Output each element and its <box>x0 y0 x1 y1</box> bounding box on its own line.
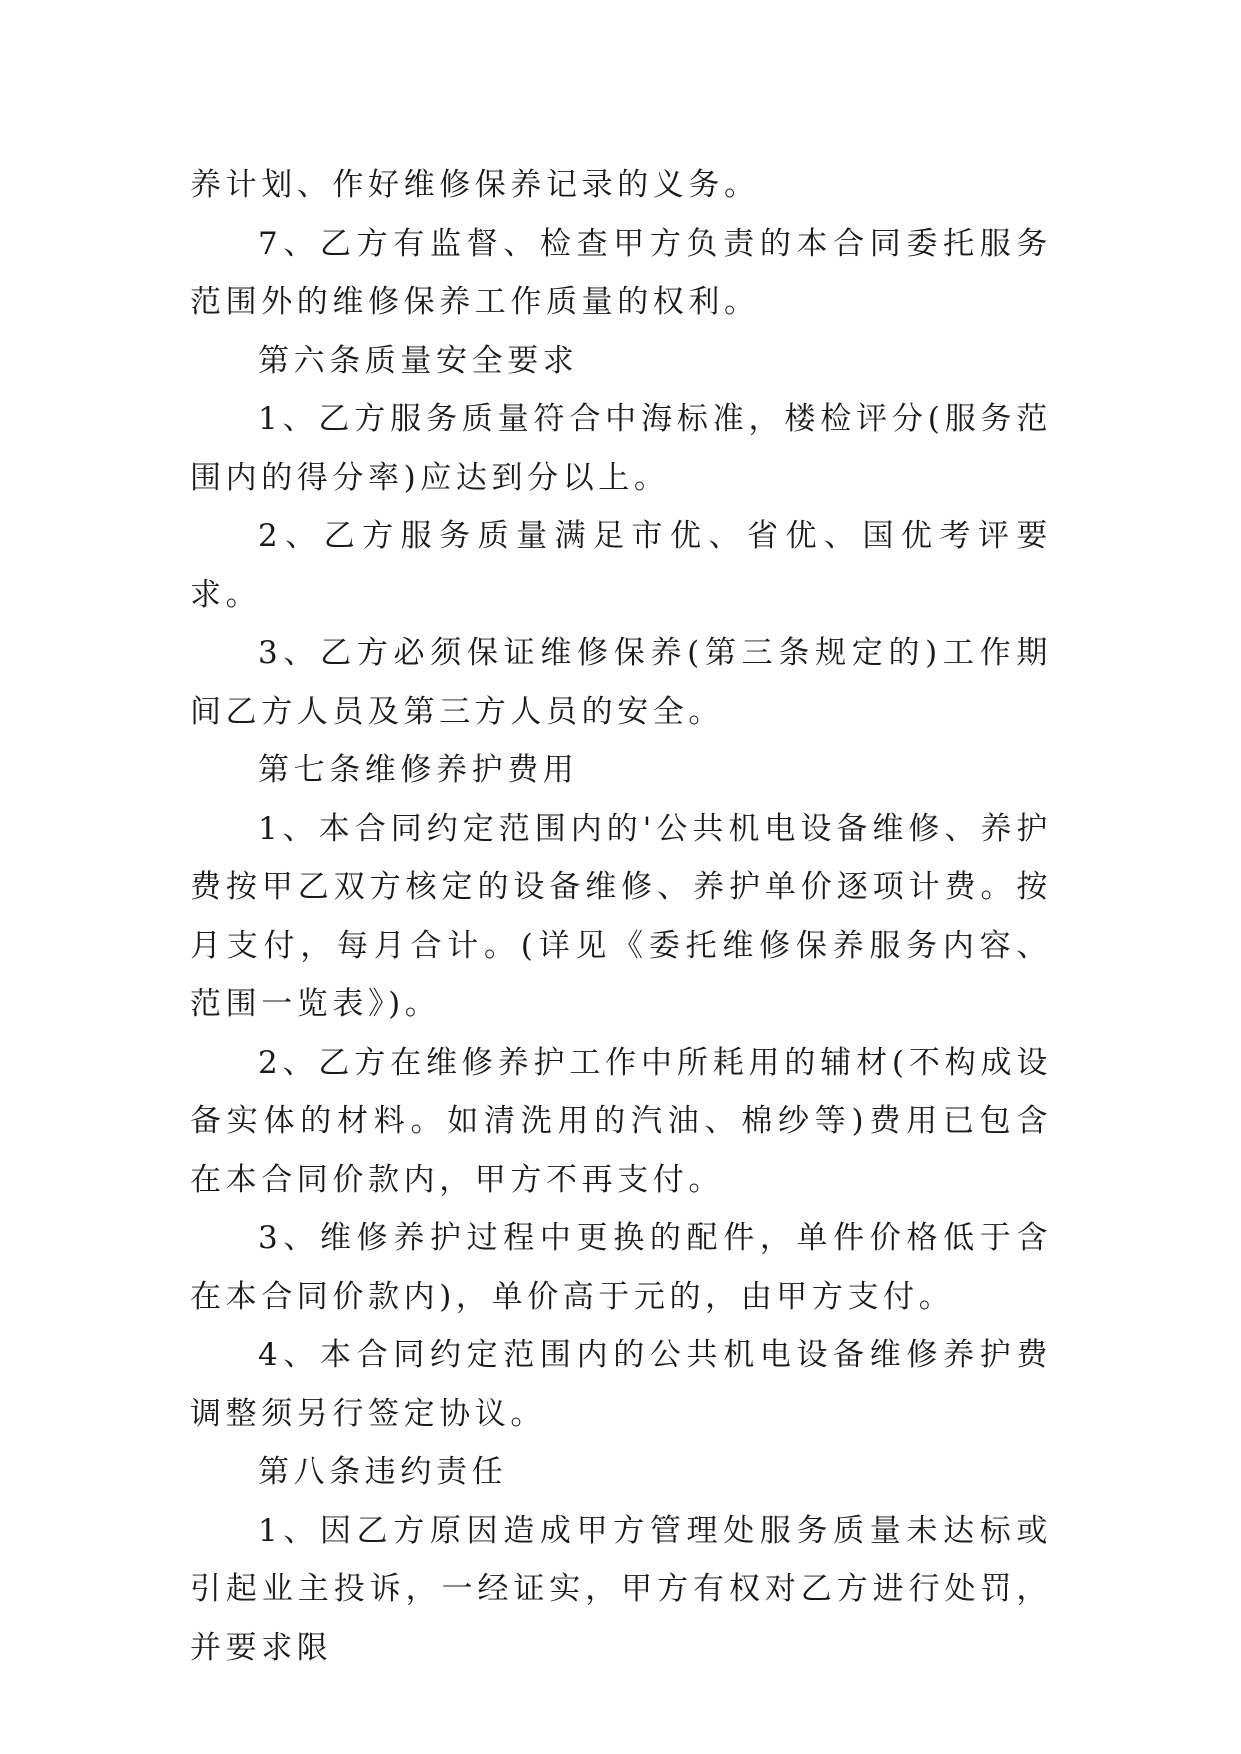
paragraph-article-7-item-2: 2、乙方在维修养护工作中所耗用的辅材(不构成设备实体的材料。如清洗用的汽油、棉纱等)费用已包含在本合同价款内，甲方不再支付。 <box>190 1044 1052 1198</box>
paragraph-clause-7: 7、乙方有监督、检查甲方负责的本合同委托服务范围外的维修保养工作质量的权利。 <box>190 225 1052 320</box>
section-heading-article-6: 第六条质量安全要求 <box>258 342 579 379</box>
paragraph-article-7-item-4: 4、本合同约定范围内的公共机电设备维修养护费调整须另行签定协议。 <box>190 1337 1052 1432</box>
section-heading-article-8: 第八条违约责任 <box>258 1454 508 1490</box>
paragraph-article-7-item-1: 1、本合同约定范围内的'公共机电设备维修、养护费按甲乙双方核定的设备维修、养护单价逐项计费。按月支付，每月合计。(详见《委托维修保养服务内容、范围一览表》)。 <box>190 810 1052 1022</box>
document-body <box>190 156 1052 1677</box>
paragraph-article-6-item-2: 2、乙方服务质量满足市优、省优、国优考评要求。 <box>190 518 1052 613</box>
paragraph-article-6-item-3: 3、乙方必须保证维修保养(第三条规定的)工作期间乙方人员及第三方人员的安全。 <box>190 635 1052 730</box>
paragraph-article-8-item-1: 1、因乙方原因造成甲方管理处服务质量未达标或引起业主投诉，一经证实，甲方有权对乙方进行处罚，并要求限 <box>190 1512 1052 1666</box>
paragraph-article-7-item-3: 3、维修养护过程中更换的配件，单件价格低于含在本合同价款内)，单价高于元的，由甲方支付。 <box>190 1220 1052 1315</box>
section-heading-article-7: 第七条维修养护费用 <box>258 752 579 788</box>
paragraph-continuation: 养计划、作好维修保养记录的义务。 <box>190 167 760 203</box>
paragraph-article-6-item-1: 1、乙方服务质量符合中海标准，楼检评分(服务范围内的得分率)应达到分以上。 <box>190 401 1052 496</box>
